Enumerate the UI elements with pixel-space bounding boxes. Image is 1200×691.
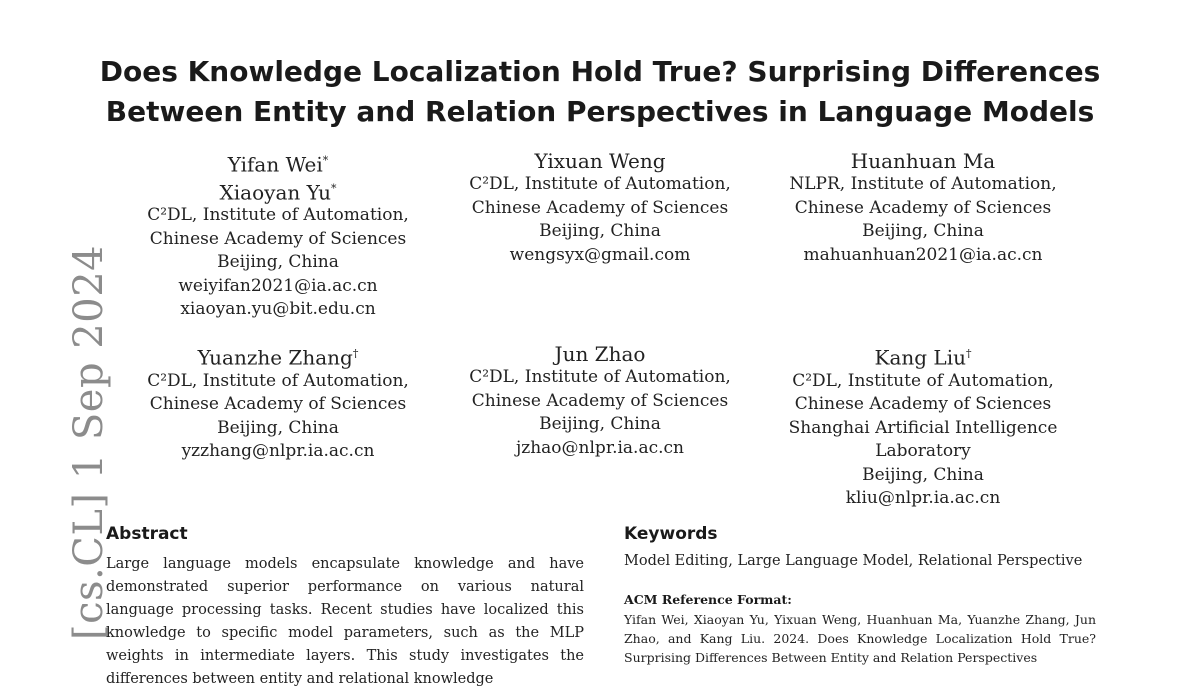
equal-contribution-mark: *	[330, 181, 337, 195]
author-affiliation: C²DL, Institute of Automation,	[469, 367, 731, 387]
author-email[interactable]: mahuanhuan2021@ia.ac.cn	[803, 244, 1043, 265]
author-affiliation: Laboratory	[875, 441, 971, 462]
author-location: Beijing, China	[217, 417, 339, 438]
author-affiliation: Chinese Academy of Sciences	[794, 197, 1052, 218]
author-affiliation: Chinese Academy of Sciences	[471, 197, 729, 218]
author-email[interactable]: weiyifan2021@ia.ac.cn	[178, 275, 378, 296]
author-block-ma	[758, 149, 1088, 267]
author-affiliation: Chinese Academy of Sciences	[471, 390, 729, 411]
author-affiliation: Chinese Academy of Sciences	[149, 228, 407, 249]
acm-reference-text: Yifan Wei, Xiaoyan Yu, Yixuan Weng, Huanhuan Ma, Yuanzhe Zhang, Jun Zhao, and Kang Liu. 2024. Does Knowledge Localization Hold True? Surprising Differences Between Entity and Relation Perspectives	[624, 612, 1096, 665]
author-affiliation: Chinese Academy of Sciences	[794, 394, 1052, 415]
title-line-1: Does Knowledge Localization Hold True? Surprising Differences	[99, 55, 1101, 88]
paper-title	[0, 52, 1200, 132]
corresponding-author-mark: †	[352, 347, 359, 360]
author-location: Beijing, China	[217, 252, 339, 273]
title-line-2: Between Entity and Relation Perspectives in Language Models	[105, 95, 1095, 128]
author-affiliation: Shanghai Artificial Intelligence	[788, 417, 1058, 438]
author-affiliation: C²DL, Institute of Automation,	[147, 205, 409, 226]
author-block-weng	[435, 149, 765, 267]
equal-contribution-mark: *	[322, 154, 329, 167]
author-location: Beijing, China	[862, 464, 984, 485]
arxiv-stamp: [cs.CL] 1 Sep 2024	[66, 244, 112, 640]
author-location: Beijing, China	[539, 414, 661, 434]
author-affiliation: Chinese Academy of Sciences	[149, 394, 407, 415]
author-block-wei-yu	[113, 149, 443, 322]
author-email[interactable]: kliu@nlpr.ia.ac.cn	[845, 488, 1001, 509]
corresponding-author-mark: †	[965, 347, 972, 360]
author-name: Jun Zhao	[554, 342, 646, 366]
author-affiliation: C²DL, Institute of Automation,	[469, 174, 731, 194]
author-email[interactable]: yzzhang@nlpr.ia.ac.cn	[181, 441, 375, 462]
author-email[interactable]: wengsyx@gmail.com	[509, 244, 691, 265]
author-name: Xiaoyan Yu*	[219, 180, 337, 205]
author-name: Yuanzhe Zhang†	[197, 345, 359, 370]
author-block-liu	[758, 342, 1088, 511]
author-affiliation: NLPR, Institute of Automation,	[789, 174, 1057, 194]
author-name: Yixuan Weng	[534, 149, 666, 173]
abstract-text: Large language models encapsulate knowledge and have demonstrated superior performance on various natural language processing tasks. Recent studies have localized this knowledge to specific model parameters, such as the MLP weights in intermediate layers. This study investigates the differences between entity and relational knowledge	[106, 556, 584, 687]
acm-reference-heading: ACM Reference Format:	[624, 592, 792, 607]
author-location: Beijing, China	[539, 221, 661, 241]
keywords-heading: Keywords	[624, 524, 718, 544]
abstract-heading: Abstract	[106, 524, 188, 544]
author-affiliation: C²DL, Institute of Automation,	[792, 370, 1054, 391]
author-name: Kang Liu†	[874, 345, 972, 370]
author-affiliation: C²DL, Institute of Automation,	[147, 370, 409, 391]
author-email[interactable]: xiaoyan.yu@bit.edu.cn	[180, 299, 376, 320]
author-block-zhao	[435, 342, 765, 460]
keywords-text: Model Editing, Large Language Model, Relational Perspective	[624, 553, 1083, 569]
author-name: Yifan Wei*	[227, 152, 329, 177]
author-email[interactable]: jzhao@nlpr.ia.ac.cn	[516, 437, 684, 458]
author-block-zhang	[113, 342, 443, 464]
author-location: Beijing, China	[862, 221, 984, 241]
author-name: Huanhuan Ma	[850, 149, 996, 173]
